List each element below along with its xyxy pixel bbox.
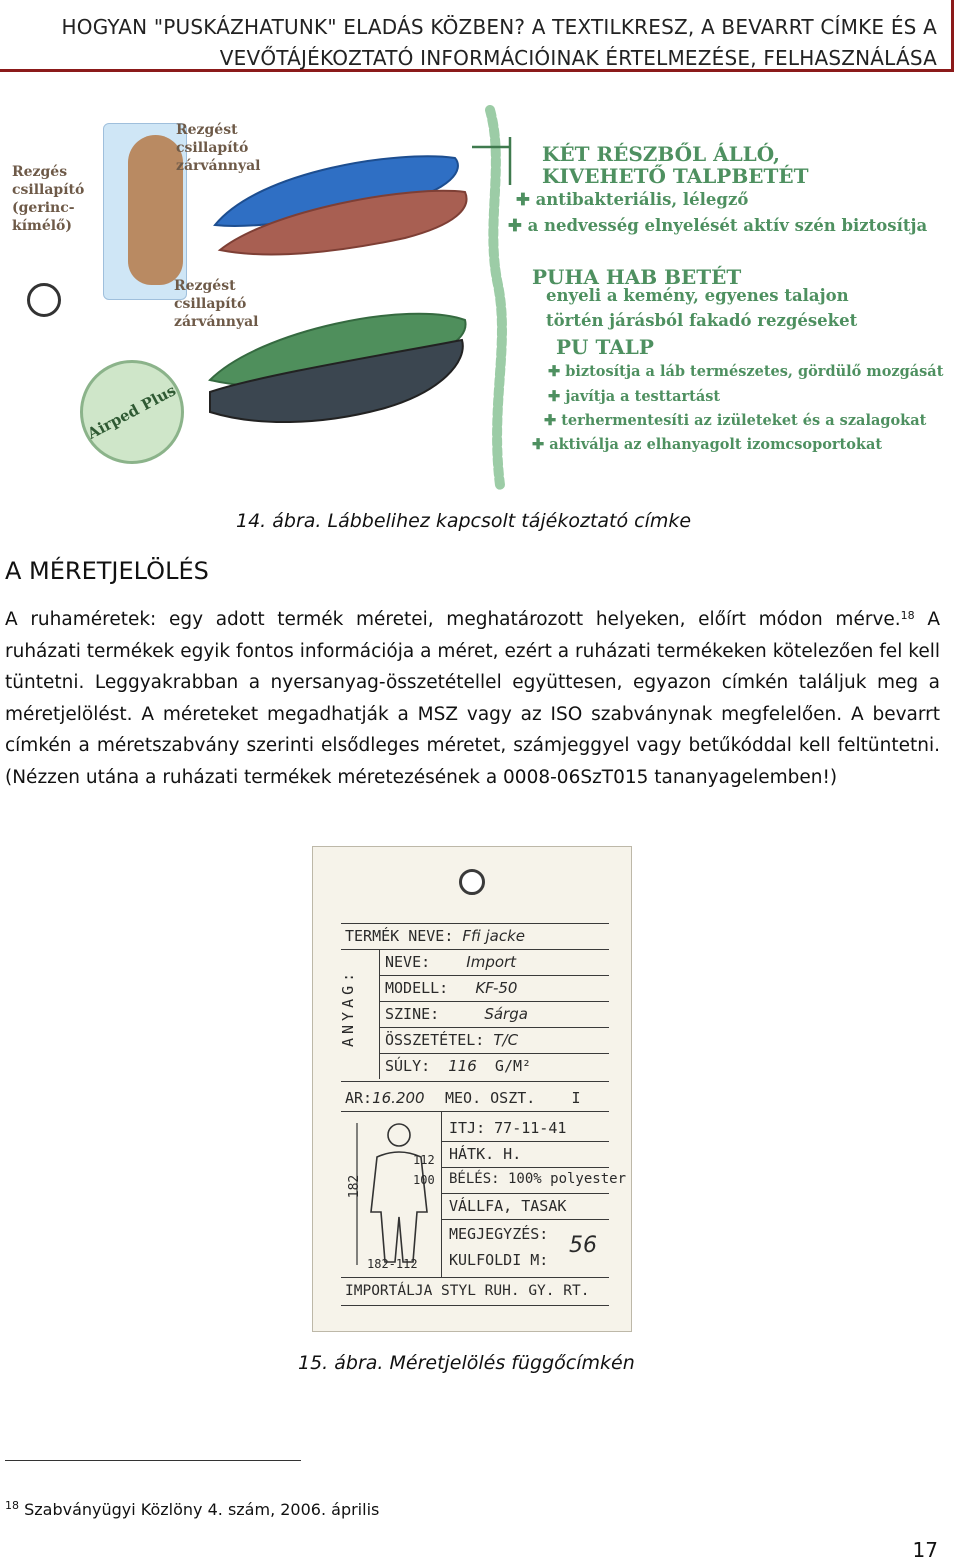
tag-rule	[341, 1305, 609, 1306]
feature-heading-1	[542, 143, 808, 187]
tag-waist: 100	[413, 1173, 435, 1187]
feature-bullet-1-text: antibakteriális, lélegző	[535, 190, 749, 209]
feature-heading-1-line1: KÉT RÉSZBŐL ÁLLÓ,	[542, 142, 780, 166]
tag-rule	[379, 1001, 609, 1002]
airped-badge	[80, 360, 184, 464]
tag-neve	[385, 953, 516, 971]
section-title: A MÉRETJELÖLÉS	[5, 557, 209, 585]
body-paragraph	[5, 604, 940, 794]
tag-modell	[385, 979, 517, 997]
tag-label: SÚLY:	[385, 1057, 431, 1075]
footnote-reference[interactable]: 18	[900, 609, 915, 622]
tag-rule	[441, 1193, 609, 1194]
note-top-damping: Rezgést csillapító zárvánnyal	[176, 122, 261, 174]
tag-rule	[379, 1027, 609, 1028]
tag-hole	[459, 869, 485, 895]
tag-szine	[385, 1005, 528, 1023]
plus-icon: ✚	[508, 216, 522, 235]
tag-vrule	[441, 1111, 442, 1277]
tag-rule	[379, 1053, 609, 1054]
tag-vallfa: VÁLLFA, TASAK	[449, 1197, 567, 1215]
tag-rule	[341, 949, 609, 950]
tag-ar	[345, 1089, 425, 1107]
header-title	[62, 12, 937, 74]
tag-label: TERMÉK NEVE:	[345, 927, 454, 945]
feature-desc-2	[546, 283, 857, 333]
tag-itj: ITJ: 77-11-41	[449, 1119, 567, 1137]
footnote	[5, 1500, 379, 1519]
plus-icon: ✚	[532, 436, 545, 453]
tag-label: MEO. OSZT.	[445, 1089, 536, 1107]
tag-value: T/C	[493, 1031, 519, 1049]
plus-icon: ✚	[548, 363, 561, 380]
tag-hatk: HÁTK. H.	[449, 1145, 522, 1163]
tag-meo	[445, 1089, 580, 1107]
plus-icon: ✚	[548, 388, 561, 405]
tag-suly	[385, 1057, 531, 1075]
feature-heading-2: PUHA HAB BETÉT	[532, 265, 742, 289]
paragraph-part2: A ruházati termékek egyik fontos információja a méret, ezért a ruházati termékeken kötelezően fel kell tüntetni. Leggyakrabban a nyersanyag-összetétellel együttesen, egyazon címkén találjuk meg a méretjelölést. A méreteket megadhatják a MSZ vagy az ISO szabványnak megfelelően. A bevarrt címkén a méretszabvány szerinti elsődleges méretet, számjeggyel vagy betűkóddal kell feltüntetni. (Nézzen utána a ruházati termékek méretezésének a 0008-06SzT015 tananyagelemben!)	[5, 609, 941, 788]
header-title-line2: VEVŐTÁJÉKOZTATÓ INFORMÁCIÓINAK ÉRTELMEZÉSE, FELHASZNÁLÁSA	[219, 46, 937, 70]
tag-rule	[341, 1081, 609, 1082]
footnote-number: 18	[5, 1499, 19, 1512]
tag-rule	[441, 1219, 609, 1220]
plus-icon: ✚	[544, 412, 557, 429]
feature-heading-3: PU TALP	[556, 335, 654, 359]
tag-label: NEVE:	[385, 953, 431, 971]
feature-bullet-5	[544, 409, 926, 434]
page-number: 17	[912, 1538, 938, 1562]
hang-tag	[312, 846, 632, 1332]
plus-icon: ✚	[516, 190, 530, 209]
tag-size: 56	[569, 1233, 597, 1258]
tag-rule	[341, 923, 609, 924]
tag-rule	[441, 1167, 609, 1168]
feature-bullet-6	[532, 433, 882, 458]
tag-value: 16.200	[372, 1089, 425, 1107]
tag-rule	[441, 1141, 609, 1142]
tag-product-name	[345, 927, 525, 945]
insole-diagram	[128, 135, 183, 285]
tag-anyag: ANYAG:	[339, 968, 357, 1047]
feature-bullet-3	[548, 360, 943, 385]
ring-icon	[27, 283, 61, 317]
feature-bullet-1	[516, 187, 748, 212]
tag-importalja: IMPORTÁLJA STYL RUH. GY. RT.	[345, 1283, 590, 1299]
tag-rule	[379, 975, 609, 976]
tag-osszetetel	[385, 1031, 518, 1049]
tag-value: Ffi jacke	[462, 927, 526, 945]
tag-height: 182	[347, 1174, 363, 1199]
tag-chest: 112	[413, 1153, 435, 1167]
tag-megjegyzes: MEGJEGYZÉS:	[449, 1225, 549, 1243]
footnote-text: Szabványügyi Közlöny 4. szám, 2006. április	[19, 1500, 380, 1519]
note-side-damping: Rezgés csillapító (gerinc- kímélő)	[12, 164, 85, 234]
footnote-divider	[5, 1460, 301, 1461]
tag-kulfoldi: KULFOLDI M:	[449, 1251, 549, 1269]
feature-desc-2-line2: történ járásból fakadó rezgéseket	[546, 311, 858, 330]
figure-14-footwear-label	[0, 105, 944, 490]
feature-bullet-3-text: biztosítja a láb természetes, gördülő mozgását	[565, 363, 944, 380]
bracket-line	[472, 137, 510, 185]
figure-15-caption: 15. ábra. Méretjelölés függőcímkén	[298, 1352, 635, 1374]
badge-text: Airped Plus	[84, 381, 180, 443]
feature-heading-1-line2: KIVEHETŐ TALPBETÉT	[542, 164, 809, 188]
tag-beles: BÉLÉS: 100% polyester	[449, 1171, 627, 1187]
tag-unit: G/M²	[494, 1057, 532, 1075]
tag-label: AR:	[345, 1089, 373, 1107]
tag-bottom-code: 182-112	[367, 1257, 418, 1271]
tag-value: 116	[448, 1057, 477, 1075]
tag-value: Sárga	[484, 1005, 528, 1023]
feature-desc-2-line1: enyeli a kemény, egyenes talajon	[546, 286, 849, 305]
feature-bullet-4-text: javítja a testtartást	[565, 388, 721, 405]
header-title-line1: HOGYAN "PUSKÁZHATUNK" ELADÁS KÖZBEN? A TEXTILKRESZ, A BEVARRT CÍMKE ÉS A	[61, 15, 937, 39]
tag-rule	[341, 1111, 609, 1112]
tag-label: MODELL:	[385, 979, 449, 997]
feature-bullet-2-text: a nedvesség elnyelését aktív szén biztosítja	[527, 216, 928, 235]
figure-14-caption: 14. ábra. Lábbelihez kapcsolt tájékoztató címke	[236, 510, 692, 532]
tag-value: Import	[466, 953, 517, 971]
feature-bullet-5-text: terhermentesíti az izületeket és a szalagokat	[561, 412, 927, 429]
tag-rule	[341, 1277, 609, 1278]
paragraph-part1: A ruhaméretek: egy adott termék méretei, meghatározott helyeken, előírt módon mérve.	[5, 609, 901, 630]
insole-layers-illustration	[200, 130, 490, 450]
feature-bullet-6-text: aktiválja az elhanyagolt izomcsoportokat	[549, 436, 883, 453]
tag-value: KF-50	[475, 979, 518, 997]
note-bottom-damping: Rezgést csillapító zárvánnyal	[174, 278, 259, 330]
feature-bullet-4	[548, 385, 720, 410]
feature-bullet-2	[508, 213, 927, 238]
tag-label: SZINE:	[385, 1005, 440, 1023]
page-header	[0, 0, 954, 72]
tag-value: I	[571, 1089, 581, 1107]
tag-vrule	[379, 949, 380, 1079]
tag-label: ÖSSZETÉTEL:	[385, 1031, 485, 1049]
